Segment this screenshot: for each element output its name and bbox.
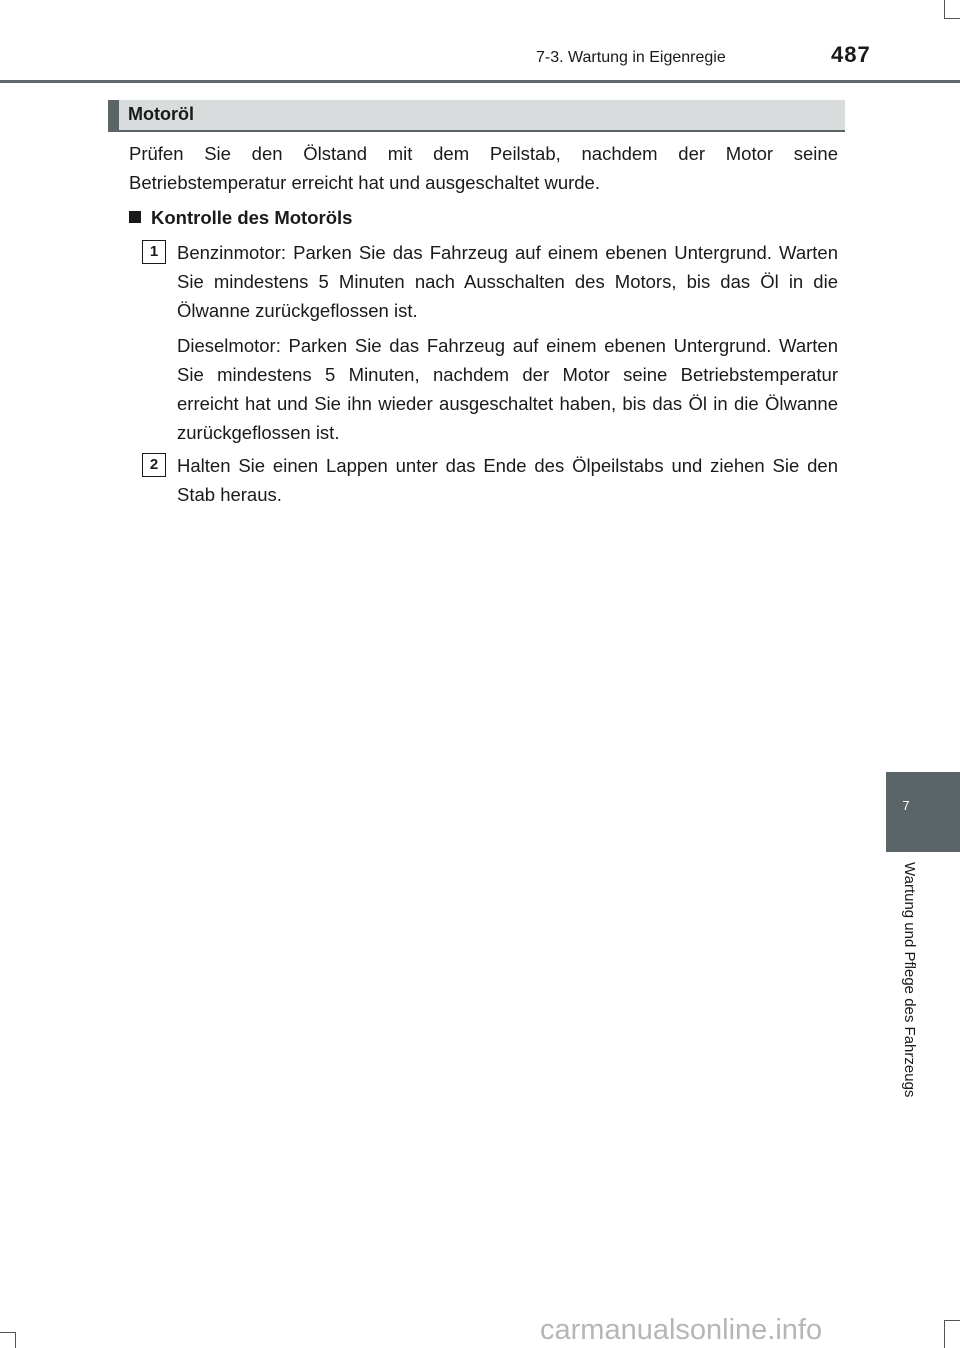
crop-mark [944, 1320, 960, 1321]
square-bullet-icon [129, 211, 141, 223]
section-bar [108, 100, 845, 132]
header-section-title: 7-3. Wartung in Eigenregie [536, 49, 726, 66]
page-number: 487 [831, 42, 871, 67]
subheading-text: Kontrolle des Motoröls [151, 207, 353, 228]
header-rule [0, 80, 960, 83]
crop-mark [944, 1320, 945, 1348]
subheading [129, 203, 352, 232]
chapter-number: 7 [902, 798, 910, 813]
step-number-2: 2 [142, 453, 166, 477]
step-number-1: 1 [142, 240, 166, 264]
crop-mark [944, 0, 945, 18]
step-1-diesel-text: Dieselmotor: Parken Sie das Fahrzeug auf einem ebenen Untergrund. Warten Sie mindestens 5 Minuten, nachdem der Motor seine Betriebstemperatur erreicht hat und Sie ihn wieder ausgeschaltet haben, bis das Öl in die Ölwanne zurückgeflossen ist. [177, 335, 838, 443]
section-title: Motoröl [128, 104, 194, 124]
crop-mark [0, 1332, 15, 1333]
crop-mark [944, 18, 960, 19]
chapter-label: Wartung und Pflege des Fahrzeugs [901, 862, 918, 1098]
step-2-text: Halten Sie einen Lappen unter das Ende des Ölpeilstabs und ziehen Sie den Stab heraus. [177, 455, 838, 505]
chapter-tab[interactable] [886, 772, 960, 852]
watermark: carmanualsonline.info [540, 1314, 823, 1346]
intro-paragraph: Prüfen Sie den Ölstand mit dem Peilstab, nachdem der Motor seine Betriebstemperatur erreicht hat und ausgeschaltet wurde. [129, 143, 838, 193]
step-1-petrol-text: Benzinmotor: Parken Sie das Fahrzeug auf einem ebenen Untergrund. Warten Sie mindestens 5 Minuten nach Ausschalten des Motors, bis das Öl in die Ölwanne zurückgeflossen ist. [177, 242, 838, 321]
crop-mark [15, 1332, 16, 1348]
